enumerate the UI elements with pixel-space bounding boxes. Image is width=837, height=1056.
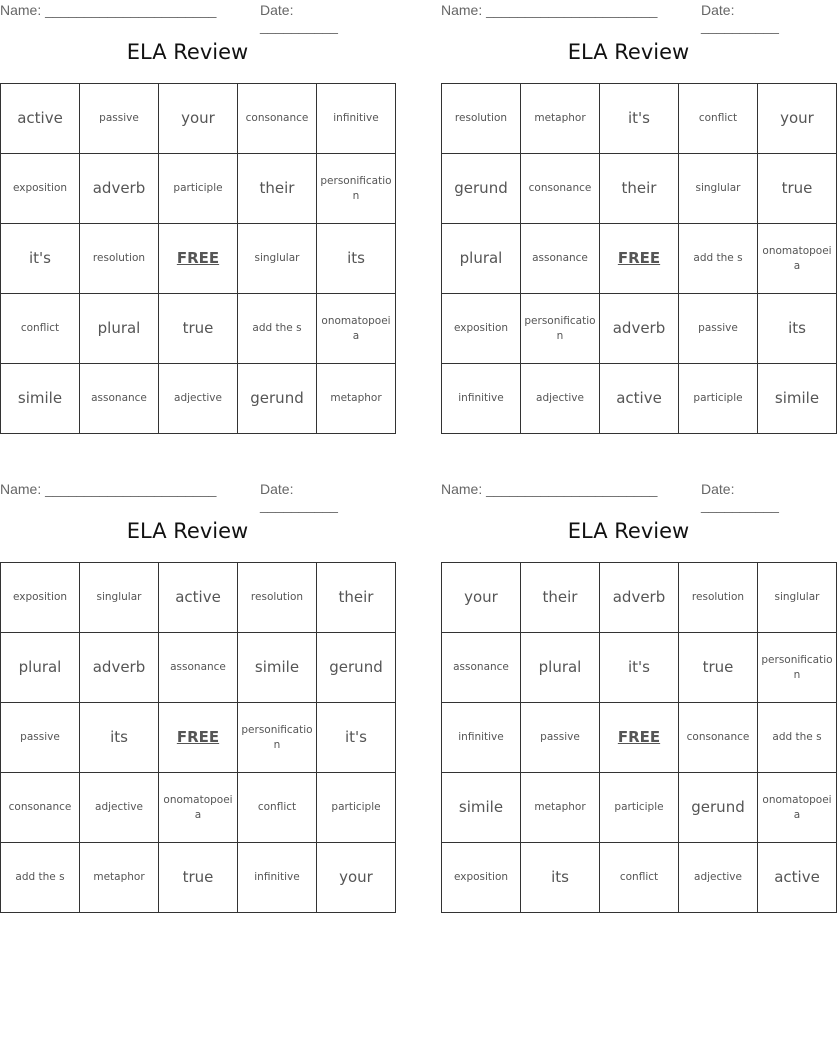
grid-cell: participle (317, 773, 396, 843)
grid-cell: passive (1, 703, 80, 773)
grid-cell: its (758, 294, 837, 364)
grid-cell: adjective (80, 773, 159, 843)
free-space: FREE (600, 224, 679, 294)
grid-cell: singlular (238, 224, 317, 294)
grid-cell: conflict (1, 294, 80, 364)
grid-cell: it's (600, 633, 679, 703)
card-header (441, 0, 816, 34)
grid-cell: infinitive (317, 84, 396, 154)
grid-cell: it's (600, 84, 679, 154)
grid-cell: gerund (679, 773, 758, 843)
grid-cell: plural (442, 224, 521, 294)
grid-cell: personification (238, 703, 317, 773)
grid-cell: exposition (1, 563, 80, 633)
grid-cell: true (159, 843, 238, 913)
card-header (0, 479, 375, 513)
grid-cell: exposition (1, 154, 80, 224)
grid-cell: simile (442, 773, 521, 843)
grid-cell: add the s (758, 703, 837, 773)
grid-row (442, 773, 837, 843)
grid-cell: its (80, 703, 159, 773)
grid-cell: singlular (758, 563, 837, 633)
grid-cell: conflict (600, 843, 679, 913)
bingo-card-3 (0, 479, 383, 886)
grid-cell: active (758, 843, 837, 913)
grid-cell: singlular (80, 563, 159, 633)
grid-cell: metaphor (521, 84, 600, 154)
name-field: Name: ______________________ (0, 481, 217, 497)
grid-cell: consonance (521, 154, 600, 224)
grid-row (1, 703, 396, 773)
grid-cell: simile (758, 364, 837, 434)
grid-cell: their (600, 154, 679, 224)
card-title: ELA Review (126, 519, 249, 543)
grid-cell: adverb (600, 563, 679, 633)
grid-cell: onomatopoeia (317, 294, 396, 364)
bingo-card-2 (441, 0, 832, 407)
grid-cell: their (238, 154, 317, 224)
grid-cell: your (159, 84, 238, 154)
date-field: Date: __________ (260, 481, 338, 513)
grid-cell: personification (317, 154, 396, 224)
grid-cell: assonance (159, 633, 238, 703)
grid-cell: participle (600, 773, 679, 843)
grid-cell: infinitive (238, 843, 317, 913)
date-field: Date: __________ (701, 481, 779, 513)
grid-cell: assonance (521, 224, 600, 294)
grid-cell: plural (521, 633, 600, 703)
grid-row (442, 843, 837, 913)
grid-cell: conflict (238, 773, 317, 843)
grid-cell: simile (1, 364, 80, 434)
grid-cell: metaphor (80, 843, 159, 913)
date-field: Date: __________ (701, 2, 779, 34)
bingo-grid (441, 83, 837, 434)
grid-cell: onomatopoeia (758, 224, 837, 294)
card-header (441, 479, 816, 513)
grid-cell: metaphor (521, 773, 600, 843)
grid-cell: it's (1, 224, 80, 294)
grid-row (1, 364, 396, 434)
name-field: Name: ______________________ (441, 481, 658, 497)
grid-cell: exposition (442, 294, 521, 364)
card-title: ELA Review (567, 40, 690, 64)
grid-cell: active (1, 84, 80, 154)
grid-cell: true (758, 154, 837, 224)
grid-cell: participle (159, 154, 238, 224)
bingo-grid (0, 83, 396, 434)
grid-cell: it's (317, 703, 396, 773)
grid-cell: resolution (442, 84, 521, 154)
bingo-card-1 (0, 0, 392, 407)
grid-row (442, 563, 837, 633)
grid-cell: adverb (80, 154, 159, 224)
grid-row (442, 633, 837, 703)
grid-cell: passive (679, 294, 758, 364)
grid-cell: personification (758, 633, 837, 703)
name-field: Name: ______________________ (441, 2, 658, 18)
grid-row (1, 633, 396, 703)
grid-row (1, 563, 396, 633)
grid-cell: consonance (679, 703, 758, 773)
grid-cell: adverb (80, 633, 159, 703)
grid-cell: onomatopoeia (758, 773, 837, 843)
grid-cell: true (679, 633, 758, 703)
grid-cell: active (600, 364, 679, 434)
card-title: ELA Review (126, 40, 249, 64)
grid-cell: add the s (679, 224, 758, 294)
grid-row (442, 294, 837, 364)
grid-cell: personification (521, 294, 600, 364)
grid-cell: their (317, 563, 396, 633)
grid-cell: infinitive (442, 364, 521, 434)
grid-cell: adverb (600, 294, 679, 364)
grid-row (442, 703, 837, 773)
grid-cell: passive (521, 703, 600, 773)
card-header (0, 0, 375, 34)
grid-row (442, 154, 837, 224)
grid-cell: resolution (80, 224, 159, 294)
grid-row (1, 224, 396, 294)
grid-row (1, 843, 396, 913)
grid-row (442, 224, 837, 294)
free-space: FREE (159, 224, 238, 294)
grid-cell: adjective (521, 364, 600, 434)
grid-cell: your (758, 84, 837, 154)
grid-row (1, 154, 396, 224)
grid-cell: assonance (80, 364, 159, 434)
grid-cell: participle (679, 364, 758, 434)
grid-cell: assonance (442, 633, 521, 703)
grid-cell: your (317, 843, 396, 913)
bingo-card-4 (441, 479, 833, 886)
grid-cell: consonance (238, 84, 317, 154)
grid-cell: its (521, 843, 600, 913)
grid-cell: conflict (679, 84, 758, 154)
grid-cell: consonance (1, 773, 80, 843)
bingo-grid (441, 562, 837, 913)
grid-cell: infinitive (442, 703, 521, 773)
grid-cell: plural (80, 294, 159, 364)
grid-cell: your (442, 563, 521, 633)
grid-cell: gerund (442, 154, 521, 224)
free-space: FREE (159, 703, 238, 773)
date-field: Date: __________ (260, 2, 338, 34)
grid-cell: add the s (238, 294, 317, 364)
grid-cell: resolution (238, 563, 317, 633)
grid-cell: its (317, 224, 396, 294)
grid-cell: simile (238, 633, 317, 703)
grid-cell: metaphor (317, 364, 396, 434)
grid-row (442, 364, 837, 434)
grid-cell: exposition (442, 843, 521, 913)
grid-row (1, 773, 396, 843)
grid-row (442, 84, 837, 154)
grid-cell: gerund (238, 364, 317, 434)
grid-cell: passive (80, 84, 159, 154)
grid-row (1, 84, 396, 154)
grid-cell: singlular (679, 154, 758, 224)
grid-cell: their (521, 563, 600, 633)
grid-cell: adjective (679, 843, 758, 913)
grid-cell: active (159, 563, 238, 633)
grid-cell: add the s (1, 843, 80, 913)
grid-cell: plural (1, 633, 80, 703)
grid-cell: true (159, 294, 238, 364)
free-space: FREE (600, 703, 679, 773)
grid-cell: onomatopoeia (159, 773, 238, 843)
bingo-grid (0, 562, 396, 913)
grid-row (1, 294, 396, 364)
grid-cell: resolution (679, 563, 758, 633)
grid-cell: gerund (317, 633, 396, 703)
name-field: Name: ______________________ (0, 2, 217, 18)
grid-cell: adjective (159, 364, 238, 434)
card-title: ELA Review (567, 519, 690, 543)
